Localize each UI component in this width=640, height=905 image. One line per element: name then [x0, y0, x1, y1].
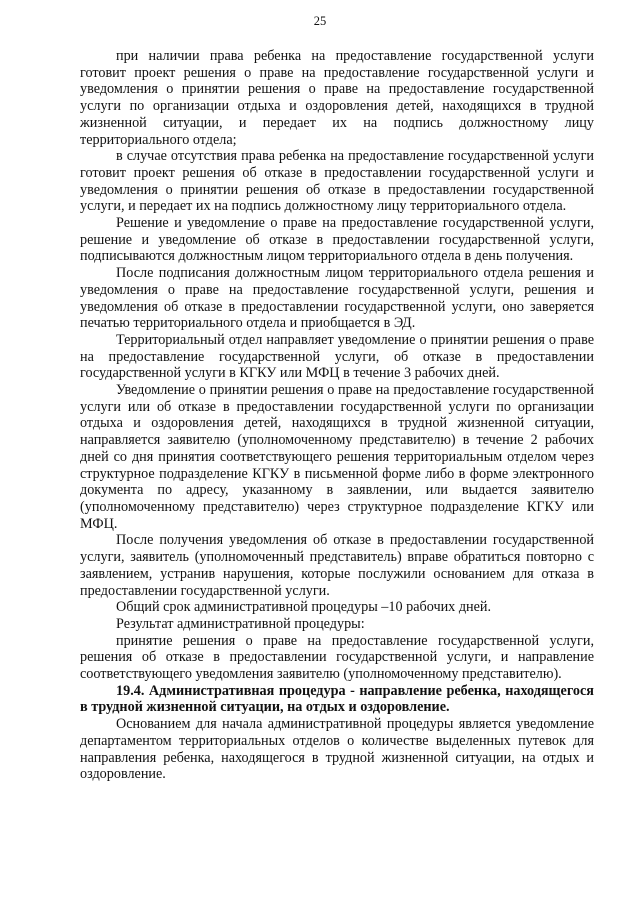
paragraph: при наличии права ребенка на предоставление государственной услуги готовит проект решения о праве на предоставление государственной услуги и уведомления о принятии решения о праве на предоставление государственной услуги по организации отдыха и оздоровления детей, находящихся в трудной жизненной ситуации, и передает их на подпись должностному лицу территориального отдела;: [80, 48, 594, 148]
paragraph: После получения уведомления об отказе в предоставлении государственной услуги, заявитель (уполномоченный представитель) вправе обратиться повторно с заявлением, устранив нарушения, которые послужили основанием для отказа в предоставлении государственной услуги.: [80, 532, 594, 599]
page-number: 25: [313, 14, 327, 28]
document-body: [80, 48, 594, 783]
paragraph: Уведомление о принятии решения о праве на предоставление государственной услуги или об отказе в предоставлении государственной услуги по организации отдыха и оздоровления детей, находящихся в трудной жизненной ситуации, направляется заявителю (уполномоченному представителю) в течение 2 рабочих дней со дня принятия соответствующего решения территориальным отделом через структурное подразделение КГКУ в письменной форме либо в форме электронного документа по адресу, указанному в заявлении, или выдается заявителю (уполномоченному представителю) через структурное подразделение КГКУ или МФЦ.: [80, 382, 594, 532]
paragraph: принятие решения о праве на предоставление государственной услуги, решения об отказе в предоставлении государственной услуги, и направление соответствующего уведомления заявителю (уполномоченному представителю).: [80, 632, 594, 683]
paragraph: Территориальный отдел направляет уведомление о принятии решения о праве на предоставление государственной услуги, об отказе в предоставлении государственной услуги в КГКУ или МФЦ в течение 3 рабочих дней.: [80, 331, 594, 382]
paragraph: Основанием для начала административной процедуры является уведомление департаментом территориальных отделов о количестве выделенных путевок для направления ребенка, находящегося в трудной жизненной ситуации, на отдых и оздоровление.: [80, 716, 594, 783]
paragraph: Результат административной процедуры:: [116, 615, 365, 632]
paragraph: После подписания должностным лицом территориального отдела решения и уведомления о праве на предоставление государственной услуги, решения и уведомления об отказе в предоставлении государственной услуги, оно заверяется печатью территориального отдела и приобщается в ЭД.: [80, 265, 594, 332]
section-heading: 19.4. Административная процедура - направление ребенка, находящегося в трудной жизненной ситуации, на отдых и оздоровление.: [80, 682, 594, 716]
paragraph: Общий срок административной процедуры –10 рабочих дней.: [116, 599, 492, 616]
paragraph: Решение и уведомление о праве на предоставление государственной услуги, решение и уведомление об отказе в предоставлении государственной услуги, подписываются должностным лицом территориального отдела в день получения.: [80, 215, 594, 265]
paragraph: в случае отсутствия права ребенка на предоставление государственной услуги готовит проект решения об отказе в предоставлении государственной услуги и уведомления о принятии решения об отказе в предоставлении государственной услуги, и передает их на подпись должностному лицу территориального отдела.: [80, 148, 594, 215]
